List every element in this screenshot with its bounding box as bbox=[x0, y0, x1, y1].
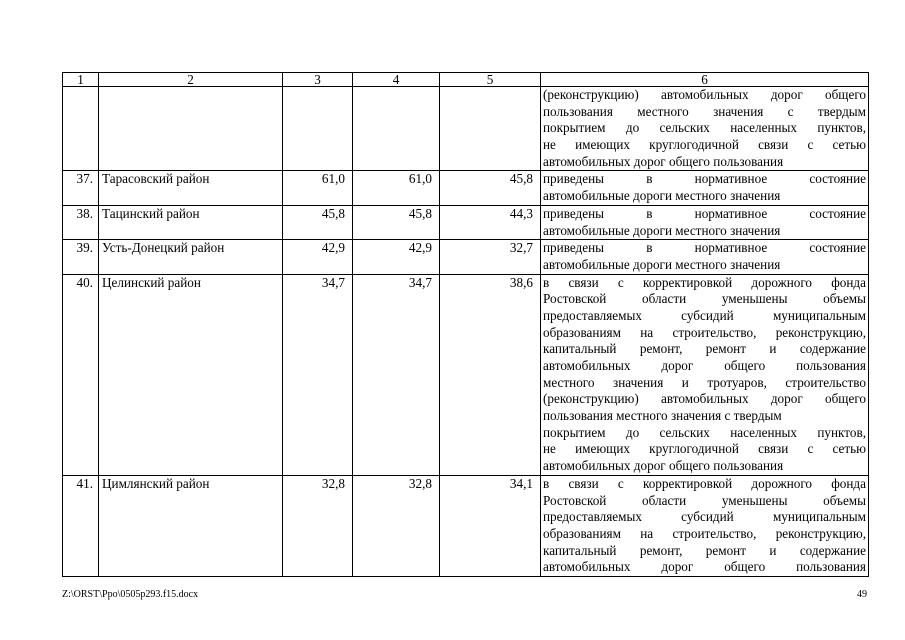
description-line: Ростовской области уменьшены объемы bbox=[543, 291, 866, 307]
value-col4-cell: 42,9 bbox=[353, 240, 440, 274]
continuation-description bbox=[541, 87, 869, 171]
description-cell bbox=[541, 274, 869, 475]
description-cell bbox=[541, 475, 869, 576]
continuation-cell-4 bbox=[353, 87, 440, 171]
row-number-cell: 39. bbox=[63, 240, 99, 274]
description-cell bbox=[541, 171, 869, 205]
district-name-cell: Тарасовский район bbox=[99, 171, 283, 205]
document-table bbox=[62, 72, 869, 577]
description-line: не имеющих круглогодичной связи с сетью bbox=[543, 441, 866, 457]
description-line: в связи с корректировкой дорожного фонда bbox=[543, 274, 866, 290]
description-line: пользования местного значения с твердым bbox=[543, 103, 866, 119]
description-line: приведены в нормативное состояние bbox=[543, 240, 866, 256]
description-line: автомобильные дороги местного значения bbox=[543, 256, 781, 272]
row-number-cell: 41. bbox=[63, 475, 99, 576]
table-row bbox=[63, 475, 869, 576]
description-line: образованиям на строительство, реконструкцию, bbox=[543, 324, 866, 340]
description-line: автомобильных дорог общего пользования bbox=[543, 358, 866, 373]
continuation-cell-3 bbox=[283, 87, 353, 171]
table-row bbox=[63, 171, 869, 205]
continuation-cell-1 bbox=[63, 87, 99, 171]
value-col5-cell: 45,8 bbox=[440, 171, 541, 205]
description-line: капитальный ремонт, ремонт и содержание bbox=[543, 542, 866, 558]
value-col3-cell: 32,8 bbox=[283, 475, 353, 576]
district-name-cell: Цимлянский район bbox=[99, 475, 283, 576]
row-number-cell: 38. bbox=[63, 205, 99, 239]
description-line: в связи с корректировкой дорожного фонда bbox=[543, 475, 866, 491]
description-line: приведены в нормативное состояние bbox=[543, 171, 866, 187]
description-line: автомобильные дороги местного значения bbox=[543, 188, 781, 204]
description-line: автомобильных дорог общего пользования bbox=[543, 559, 866, 575]
value-col3-cell: 42,9 bbox=[283, 240, 353, 274]
district-name-cell: Целинский район bbox=[99, 274, 283, 475]
header-cell-6: 6 bbox=[541, 73, 869, 87]
footer-page-number: 49 bbox=[857, 589, 867, 600]
header-row bbox=[63, 73, 869, 87]
footer-file-path: Z:\ORST\Ppo\0505p293.f15.docx bbox=[62, 589, 199, 600]
continuation-cell-2 bbox=[99, 87, 283, 171]
continuation-cell-5 bbox=[440, 87, 541, 171]
description-line: предоставляемых субсидий муниципальным bbox=[543, 307, 866, 323]
description-line: местного значения и тротуаров, строительство bbox=[543, 374, 866, 390]
value-col5-cell: 44,3 bbox=[440, 205, 541, 239]
description-cell bbox=[541, 240, 869, 274]
description-line: пользования местного значения с твердым bbox=[543, 408, 782, 424]
value-col5-cell: 38,6 bbox=[440, 274, 541, 475]
district-name-cell: Усть-Донецкий район bbox=[99, 240, 283, 274]
description-line: приведены в нормативное состояние bbox=[543, 205, 866, 221]
value-col3-cell: 45,8 bbox=[283, 205, 353, 239]
description-line: покрытием до сельских населенных пунктов, bbox=[543, 120, 866, 136]
description-line: образованиям на строительство, реконструкцию, bbox=[543, 525, 866, 541]
description-line: предоставляемых субсидий муниципальным bbox=[543, 509, 866, 525]
table-body bbox=[63, 73, 869, 577]
description-line: автомобильных дорог общего пользования bbox=[543, 153, 784, 169]
description-line: капитальный ремонт, ремонт и содержание bbox=[543, 341, 866, 357]
value-col4-cell: 34,7 bbox=[353, 274, 440, 475]
description-line: (реконструкцию) автомобильных дорог общего bbox=[543, 87, 866, 102]
description-cell bbox=[541, 205, 869, 239]
district-name-cell: Тацинский район bbox=[99, 205, 283, 239]
description-line: автомобильные дороги местного значения bbox=[543, 222, 781, 238]
header-cell-3: 3 bbox=[283, 73, 353, 87]
description-line: Ростовской области уменьшены объемы bbox=[543, 492, 866, 508]
value-col3-cell: 61,0 bbox=[283, 171, 353, 205]
value-col5-cell: 32,7 bbox=[440, 240, 541, 274]
description-line: автомобильных дорог общего пользования bbox=[543, 458, 784, 474]
value-col3-cell: 34,7 bbox=[283, 274, 353, 475]
value-col4-cell: 32,8 bbox=[353, 475, 440, 576]
description-line: (реконструкцию) автомобильных дорог общего bbox=[543, 391, 866, 407]
table-row bbox=[63, 274, 869, 475]
value-col5-cell: 34,1 bbox=[440, 475, 541, 576]
table-row bbox=[63, 205, 869, 239]
continuation-row bbox=[63, 87, 869, 171]
header-cell-1: 1 bbox=[63, 73, 99, 87]
header-cell-5: 5 bbox=[440, 73, 541, 87]
description-line: не имеющих круглогодичной связи с сетью bbox=[543, 137, 866, 153]
table-row bbox=[63, 240, 869, 274]
description-line: покрытием до сельских населенных пунктов, bbox=[543, 424, 866, 440]
row-number-cell: 37. bbox=[63, 171, 99, 205]
value-col4-cell: 61,0 bbox=[353, 171, 440, 205]
header-cell-4: 4 bbox=[353, 73, 440, 87]
header-cell-2: 2 bbox=[99, 73, 283, 87]
row-number-cell: 40. bbox=[63, 274, 99, 475]
value-col4-cell: 45,8 bbox=[353, 205, 440, 239]
